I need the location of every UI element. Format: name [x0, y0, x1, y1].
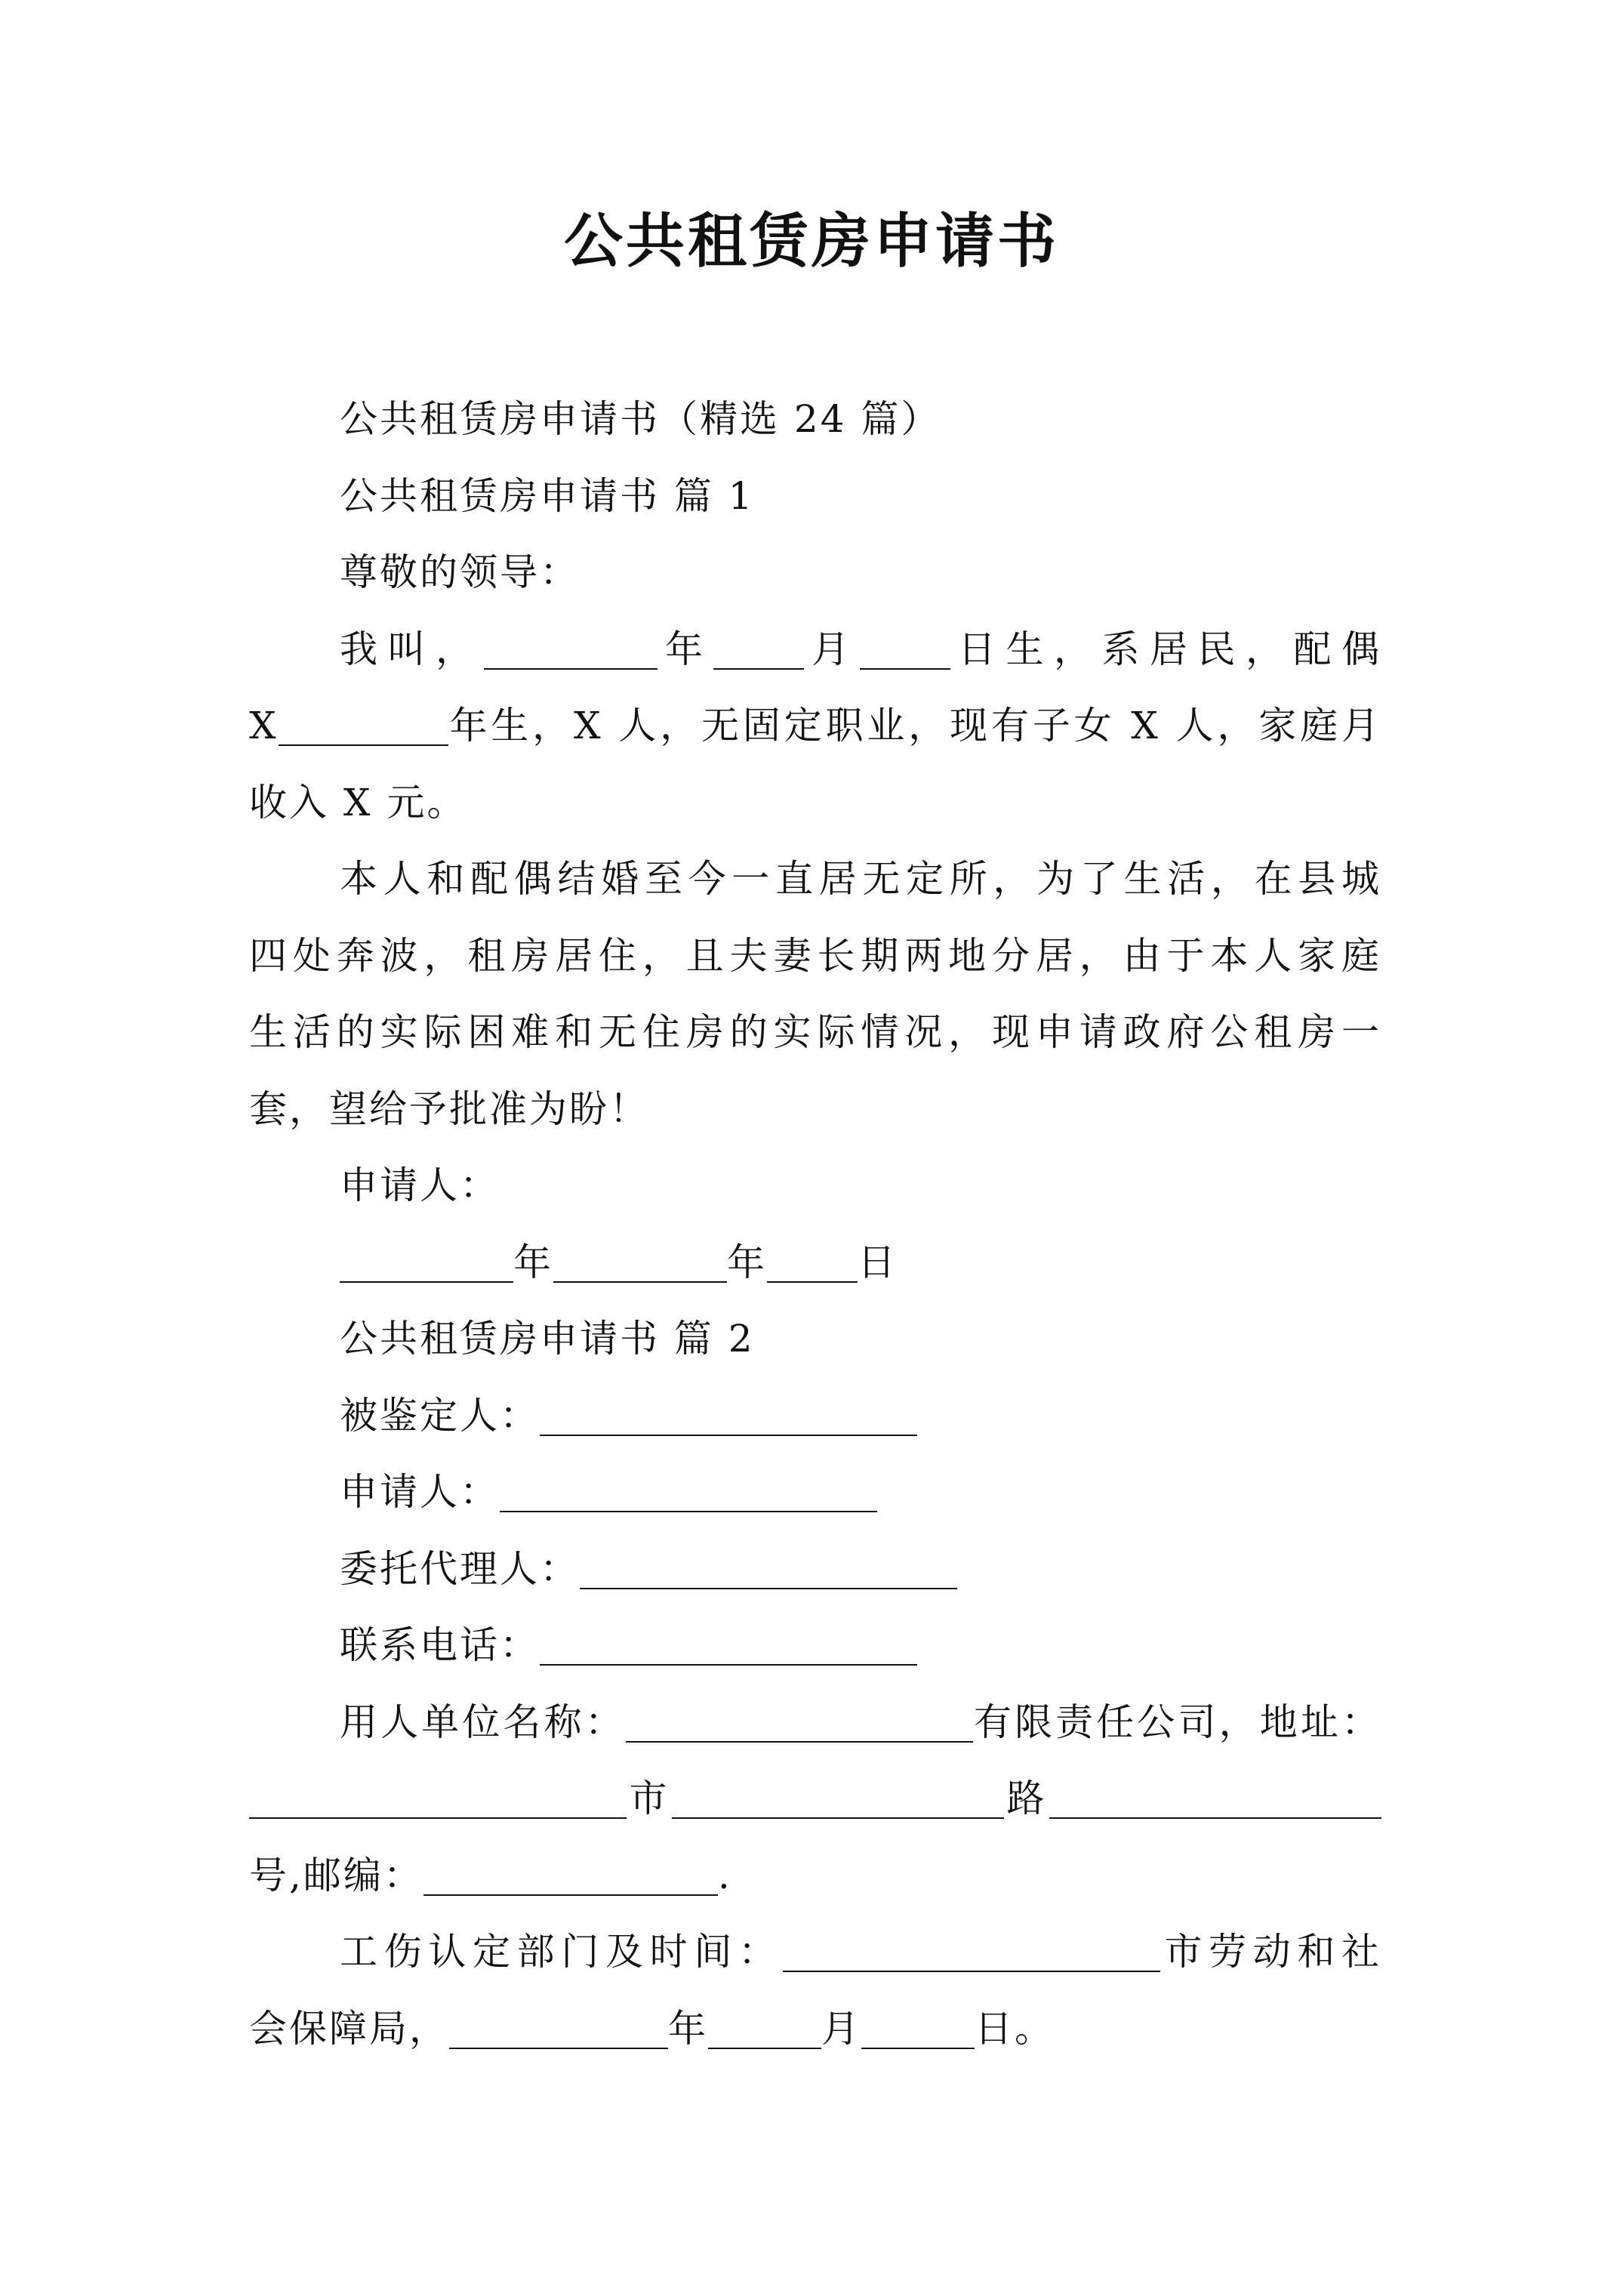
employer-suffix: 有限责任公司，地址：	[972, 1700, 1382, 1744]
intro-line-3: 收入 X 元。	[249, 780, 467, 824]
applicant2-line	[249, 1454, 1381, 1531]
para2-line-1: 本人和配偶结婚至今一直居无定所，为了生活，在县城	[340, 857, 1381, 901]
date-blank-2	[553, 1237, 727, 1283]
injury-blank	[783, 1927, 1160, 1972]
injury-day-label: 日。	[975, 2006, 1055, 2051]
part1-heading: 公共租赁房申请书 篇 1	[340, 473, 755, 518]
phone-label: 联系电话：	[340, 1623, 540, 1667]
employer-line	[249, 1684, 1381, 1761]
document-body	[249, 381, 1381, 2067]
salutation: 尊敬的领导：	[340, 550, 580, 594]
employer-label: 用人单位名称：	[340, 1700, 626, 1744]
bureau-line	[249, 1991, 1381, 2068]
injury-month-blank	[708, 2004, 821, 2049]
birth-year-label: 年	[657, 627, 713, 671]
postcode-end: .	[717, 1853, 732, 1897]
injury-month-label: 月	[821, 2006, 861, 2051]
road-label: 路	[1004, 1777, 1049, 1820]
postcode-label: 号,邮编：	[249, 1853, 423, 1897]
birth-day-blank	[860, 624, 950, 670]
spouse-x: X	[249, 704, 279, 747]
injury-suffix: 市劳动和社	[1160, 1930, 1382, 1974]
intro-text: 我叫，	[340, 627, 484, 671]
collection-heading: 公共租赁房申请书（精选 24 篇）	[340, 397, 941, 441]
injury-label: 工伤认定部门及时间：	[340, 1930, 783, 1974]
bureau-label: 会保障局，	[249, 2006, 449, 2051]
appraised-blank	[540, 1391, 917, 1436]
applicant2-blank	[500, 1467, 877, 1512]
city-blank	[249, 1774, 627, 1819]
para2-line-2: 四处奔波，租房居住，且夫妻长期两地分居，由于本人家庭	[249, 933, 1381, 978]
birth-month-label: 月	[803, 627, 860, 671]
intro-line-1	[249, 612, 1381, 689]
applicant-label: 申请人：	[340, 1163, 500, 1207]
spouse-birth-blank	[279, 701, 448, 746]
name-blank	[484, 624, 658, 670]
road-blank	[672, 1774, 1004, 1819]
para2-line-4: 套，望给予批准为盼！	[249, 1086, 649, 1131]
postcode-line	[249, 1838, 1381, 1915]
agent-label: 委托代理人：	[340, 1546, 580, 1591]
document-title: 公共租赁房申请书	[563, 207, 1059, 276]
injury-day-blank	[861, 2004, 975, 2049]
part2-heading: 公共租赁房申请书 篇 2	[340, 1317, 755, 1361]
phone-blank	[540, 1620, 917, 1666]
injury-year-label: 年	[668, 2006, 708, 2051]
date-year-label: 年	[513, 1240, 553, 1284]
agent-blank	[580, 1544, 957, 1589]
date-year2-label: 年	[727, 1240, 767, 1284]
date-day-label: 日	[858, 1240, 898, 1284]
address-line	[249, 1761, 1381, 1838]
para2-line-3: 生活的实际困难和无住房的实际情况，现申请政府公租房一	[249, 1010, 1381, 1054]
injury-line	[249, 1914, 1381, 1991]
injury-year-blank	[449, 2004, 668, 2049]
number-blank	[1049, 1774, 1381, 1819]
birth-month-blank	[713, 624, 804, 670]
applicant2-label: 申请人：	[340, 1470, 500, 1514]
employer-blank	[626, 1697, 973, 1743]
date-line	[249, 1225, 1381, 1302]
agent-line	[249, 1531, 1381, 1608]
city-label: 市	[627, 1777, 672, 1820]
date-blank-3	[767, 1237, 858, 1283]
date-blank-1	[340, 1237, 513, 1283]
appraised-label: 被鉴定人：	[340, 1393, 540, 1438]
postcode-blank	[423, 1851, 718, 1896]
spouse-text: 年生，X 人，无固定职业，现有子女 X 人，家庭月	[448, 704, 1381, 747]
intro-line-2	[249, 688, 1381, 765]
phone-line	[249, 1607, 1381, 1684]
birth-day-text: 日生，系居民，配偶	[950, 627, 1381, 671]
appraised-line	[249, 1378, 1381, 1455]
